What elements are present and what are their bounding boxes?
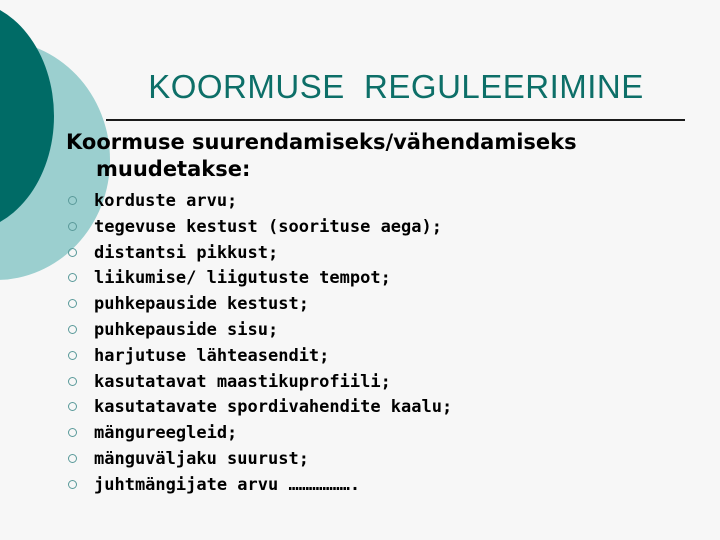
list-item (66, 265, 452, 291)
list-item-text: puhkepauside kestust; (94, 294, 309, 315)
list-item-text: liikumise/ liigutuste tempot; (94, 268, 391, 289)
list-item (66, 369, 452, 395)
intro-text: Koormuse suurendamiseks/vähendamiseks muudetakse: (66, 130, 577, 181)
hollow-circle-bullet-icon (68, 454, 77, 463)
list-item-text: mänguväljaku suurust; (94, 448, 309, 469)
list-item-text: distantsi pikkust; (94, 242, 279, 263)
list-item (66, 394, 452, 420)
list-item-text: juhtmängijate arvu ………………. (94, 474, 361, 495)
title-divider (106, 119, 685, 121)
slide-title: KOORMUSE REGULEERIMINE (148, 68, 644, 105)
list-item-text: harjutuse lähteasendit; (94, 345, 330, 366)
list-item (66, 420, 452, 446)
hollow-circle-bullet-icon (68, 196, 77, 205)
hollow-circle-bullet-icon (68, 248, 77, 257)
list-item (66, 446, 452, 472)
list-item (66, 240, 452, 266)
list-item (66, 317, 452, 343)
hollow-circle-bullet-icon (68, 222, 77, 231)
list-item-text: puhkepauside sisu; (94, 319, 279, 340)
hollow-circle-bullet-icon (68, 428, 77, 437)
list-item (66, 214, 452, 240)
list-item (66, 472, 452, 498)
hollow-circle-bullet-icon (68, 351, 77, 360)
list-item-text: kasutatavat maastikuprofiili; (94, 371, 391, 392)
hollow-circle-bullet-icon (68, 273, 77, 282)
list-item-text: kasutatavate spordivahendite kaalu; (94, 397, 453, 418)
hollow-circle-bullet-icon (68, 480, 77, 489)
hollow-circle-bullet-icon (68, 299, 77, 308)
bullet-list (66, 188, 452, 498)
list-item (66, 188, 452, 214)
hollow-circle-bullet-icon (68, 325, 77, 334)
list-item-text: mängureegleid; (94, 423, 238, 444)
hollow-circle-bullet-icon (68, 377, 77, 386)
list-item-text: korduste arvu; (94, 191, 238, 211)
list-item-text: tegevuse kestust (soorituse aega); (94, 216, 442, 237)
list-item (66, 343, 452, 369)
list-item (66, 291, 452, 317)
hollow-circle-bullet-icon (68, 402, 77, 411)
